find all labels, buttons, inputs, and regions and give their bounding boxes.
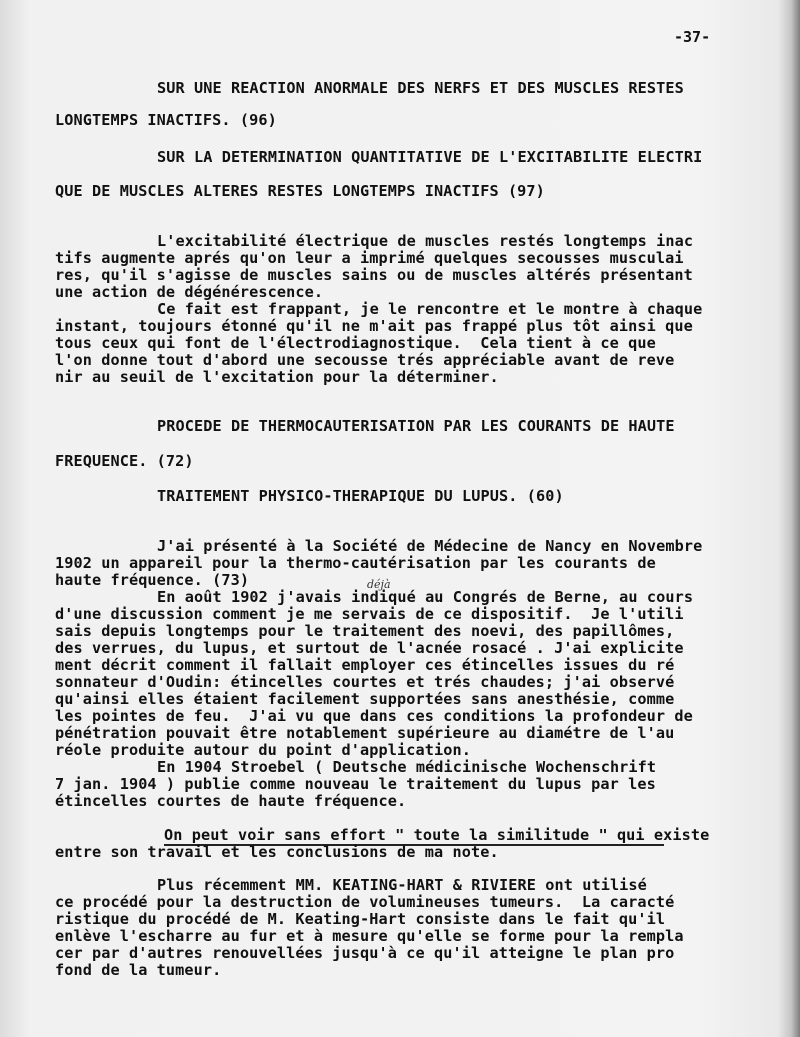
heading-line-5: PROCEDE DE THERMOCAUTERISATION PAR LES COURANTS DE HAUTE	[157, 417, 675, 435]
heading-line-4: QUE DE MUSCLES ALTERES RESTES LONGTEMPS INACTIFS (97)	[55, 182, 545, 200]
heading-line-7: TRAITEMENT PHYSICO-THERAPIQUE DU LUPUS. (60)	[157, 487, 564, 505]
paragraph-line: L'excitabilité électrique de muscles restés longtemps inac	[157, 232, 694, 250]
paragraph-line: des verrues, du lupus, et surtout de l'acnée rosacé . J'ai explicite	[55, 639, 684, 657]
paragraph-line: réole produite autour du point d'application.	[55, 741, 471, 759]
paragraph-line: sais depuis longtemps pour le traitement des noevi, des papillômes,	[55, 622, 675, 640]
paragraph-line: Ce fait est frappant, je le rencontre et le montre à chaque	[157, 300, 703, 318]
paragraph-line: 7 jan. 1904 ) publie comme nouveau le traitement du lupus par les	[55, 775, 656, 793]
page-number: -37-	[674, 28, 711, 46]
page-shadow-edge	[778, 0, 800, 1037]
paragraph-line: l'on donne tout d'abord une secousse trés appréciable avant de reve	[55, 351, 675, 369]
heading-line-1: SUR UNE REACTION ANORMALE DES NERFS ET DES MUSCLES RESTES	[157, 79, 684, 97]
paragraph-line: pénétration pouvait être notablement supérieure au diamétre de l'au	[55, 724, 675, 742]
paragraph-line: haute fréquence. (73)	[55, 571, 250, 589]
paragraph-line: ristique du procédé de M. Keating-Hart consiste dans le fait qu'il	[55, 910, 666, 928]
paragraph-line: ce procédé pour la destruction de volumineuses tumeurs. La caracté	[55, 893, 675, 911]
paragraph-line: 1902 un appareil pour la thermo-cautérisation par les courants de	[55, 554, 656, 572]
paragraph-line: les pointes de feu. J'ai vu que dans ces conditions la profondeur de	[55, 707, 693, 725]
paragraph-line: une action de dégénérescence.	[55, 283, 324, 301]
paragraph-line: qu'ainsi elles étaient facilement supportées sans anesthésie, comme	[55, 690, 675, 708]
paragraph-line: Plus récemment MM. KEATING-HART & RIVIERE ont utilisé	[157, 876, 647, 894]
paragraph-line: enlève l'escharre au fur et à mesure qu'elle se forme pour la rempla	[55, 927, 684, 945]
paragraph-line: cer par d'autres renouvellées jusqu'à ce qu'il atteigne le plan pro	[55, 944, 675, 962]
paragraph-line: nir au seuil de l'excitation pour la déterminer.	[55, 368, 499, 386]
paragraph-line: étincelles courtes de haute fréquence.	[55, 792, 407, 810]
paragraph-line: sonnateur d'Oudin: étincelles courtes et trés chaudes; j'ai observé	[55, 673, 675, 691]
paragraph-line: entre son travail et les conclusions de ma note.	[55, 843, 499, 861]
paragraph-line: fond de la tumeur.	[55, 961, 222, 979]
paragraph-line: On peut voir sans effort " toute la similitude " qui existe	[164, 826, 710, 844]
handwritten-annotation: déjà	[367, 578, 391, 591]
paragraph-line: d'une discussion comment je me servais de ce dispositif. Je l'utili	[55, 605, 684, 623]
paragraph-line: En 1904 Stroebel ( Deutsche médicinische Wochenschrift	[157, 758, 657, 776]
paragraph-line: instant, toujours étonné qu'il ne m'ait pas frappé plus tôt ainsi que	[55, 317, 693, 335]
paragraph-line: En août 1902 j'avais indiqué au Congrés de Berne, au cours	[157, 588, 694, 606]
heading-line-2: LONGTEMPS INACTIFS. (96)	[55, 111, 277, 129]
paragraph-line: ment décrit comment il fallait employer ces étincelles issues du ré	[55, 656, 675, 674]
heading-line-6: FREQUENCE. (72)	[55, 452, 194, 470]
paragraph-line: J'ai présenté à la Société de Médecine de Nancy en Novembre	[157, 537, 703, 555]
paragraph-line: res, qu'il s'agisse de muscles sains ou de muscles altérés présentant	[55, 266, 693, 284]
paragraph-line: tifs augmente aprés qu'on leur a imprimé quelques secousses musculai	[55, 249, 684, 267]
heading-line-3: SUR LA DETERMINATION QUANTITATIVE DE L'EXCITABILITE ELECTRI	[157, 148, 703, 166]
paragraph-line: tous ceux qui font de l'électrodiagnostique. Cela tient à ce que	[55, 334, 656, 352]
